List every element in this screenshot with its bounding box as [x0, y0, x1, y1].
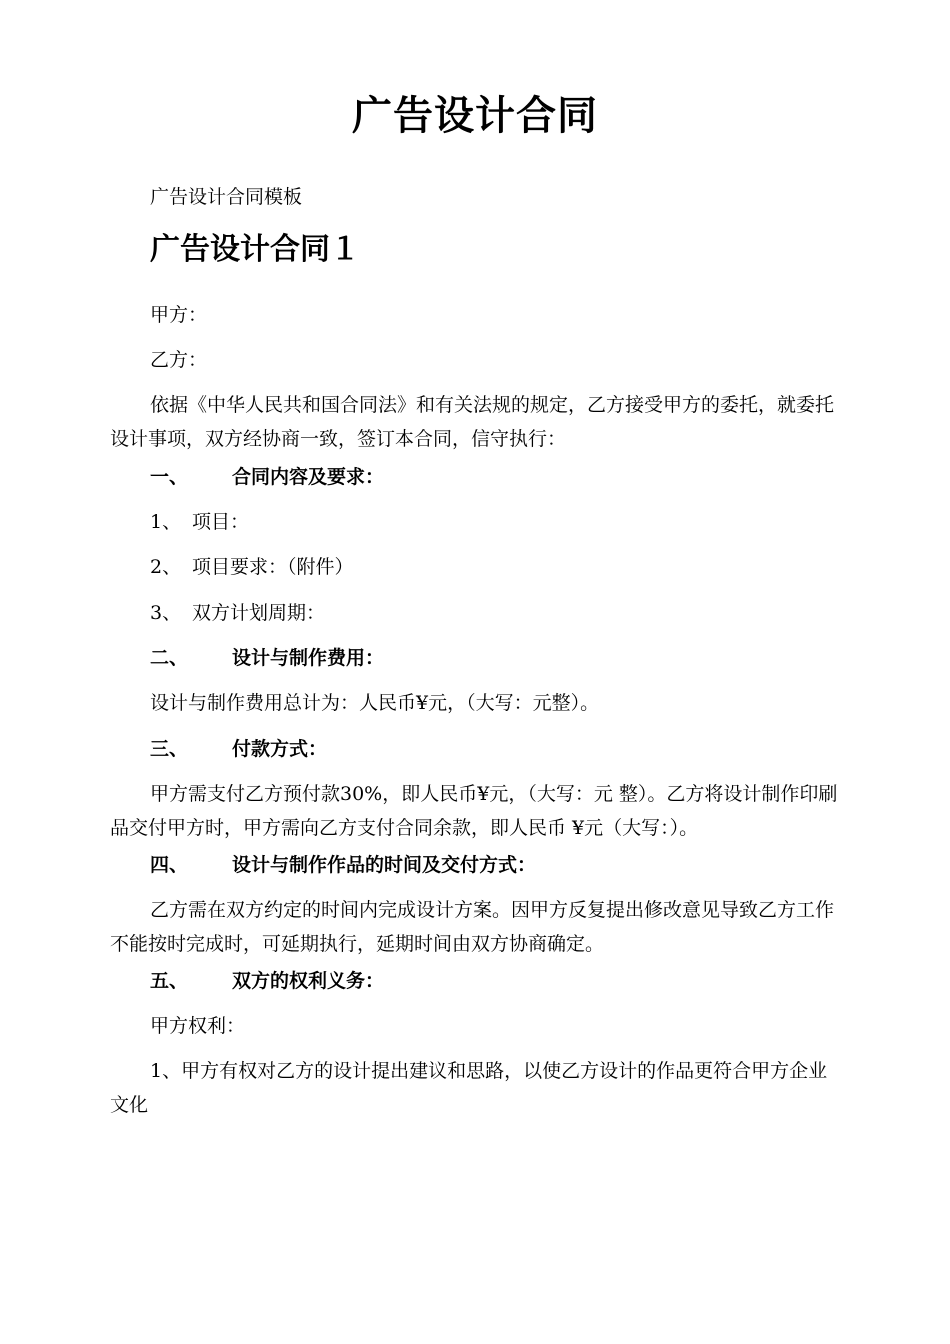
section-3-heading: [150, 736, 327, 762]
section-2-title: 设计与制作费用：: [232, 647, 385, 669]
section-2-number: 二、: [150, 647, 189, 669]
section-4-number: 四、: [150, 854, 189, 876]
party-a-label: 甲方：: [150, 304, 208, 326]
list-item-text: 双方计划周期：: [192, 602, 326, 624]
intro-paragraph: 依据《中华人民共和国合同法》和有关法规的规定，乙方接受甲方的委托，就委托设计事项，双方经协商一致，签订本合同，信守执行：: [110, 394, 835, 450]
document-subtitle: 广告设计合同模板: [150, 186, 303, 208]
list-item: [150, 509, 249, 535]
delivery-paragraph: 乙方需在双方约定的时间内完成设计方案。因甲方反复提出修改意见导致乙方工作不能按时完成时，可延期执行，延期时间由双方协商确定。: [110, 899, 835, 955]
list-item: [150, 600, 325, 626]
contract-heading: 广告设计合同１: [150, 232, 360, 267]
document-title: 广告设计合同: [352, 92, 598, 139]
payment-paragraph: 甲方需支付乙方预付款30%，即人民币¥元，（大写：元 整）。乙方将设计制作印刷品交付甲方时，甲方需向乙方支付合同余款，即人民币 ¥元（大写：）。: [110, 783, 838, 839]
fee-text: 设计与制作费用总计为：人民币¥元，（大写：元整）。: [150, 692, 600, 714]
right-1-paragraph: 1、甲方有权对乙方的设计提出建议和思路，以使乙方设计的作品更符合甲方企业文化: [110, 1060, 828, 1116]
section-5-number: 五、: [150, 970, 189, 992]
section-4-heading: [150, 852, 536, 878]
section-1-heading: [150, 464, 384, 490]
section-1-title: 合同内容及要求：: [232, 466, 385, 488]
list-item-text: 项目要求：（附件）: [192, 556, 354, 578]
section-2-heading: [150, 645, 384, 671]
section-5-title: 双方的权利义务：: [232, 970, 385, 992]
section-3-title: 付款方式：: [232, 738, 328, 760]
party-b-label: 乙方：: [150, 349, 208, 371]
list-item-number: 2、: [150, 556, 182, 578]
section-4-title: 设计与制作作品的时间及交付方式：: [232, 854, 537, 876]
section-3-number: 三、: [150, 738, 189, 760]
list-item-number: 1、: [150, 511, 182, 533]
list-item: [150, 554, 354, 580]
section-1-number: 一、: [150, 466, 189, 488]
list-item-number: 3、: [150, 602, 182, 624]
section-5-heading: [150, 968, 384, 994]
list-item-text: 项目：: [192, 511, 250, 533]
party-a-rights-label: 甲方权利：: [150, 1015, 246, 1037]
